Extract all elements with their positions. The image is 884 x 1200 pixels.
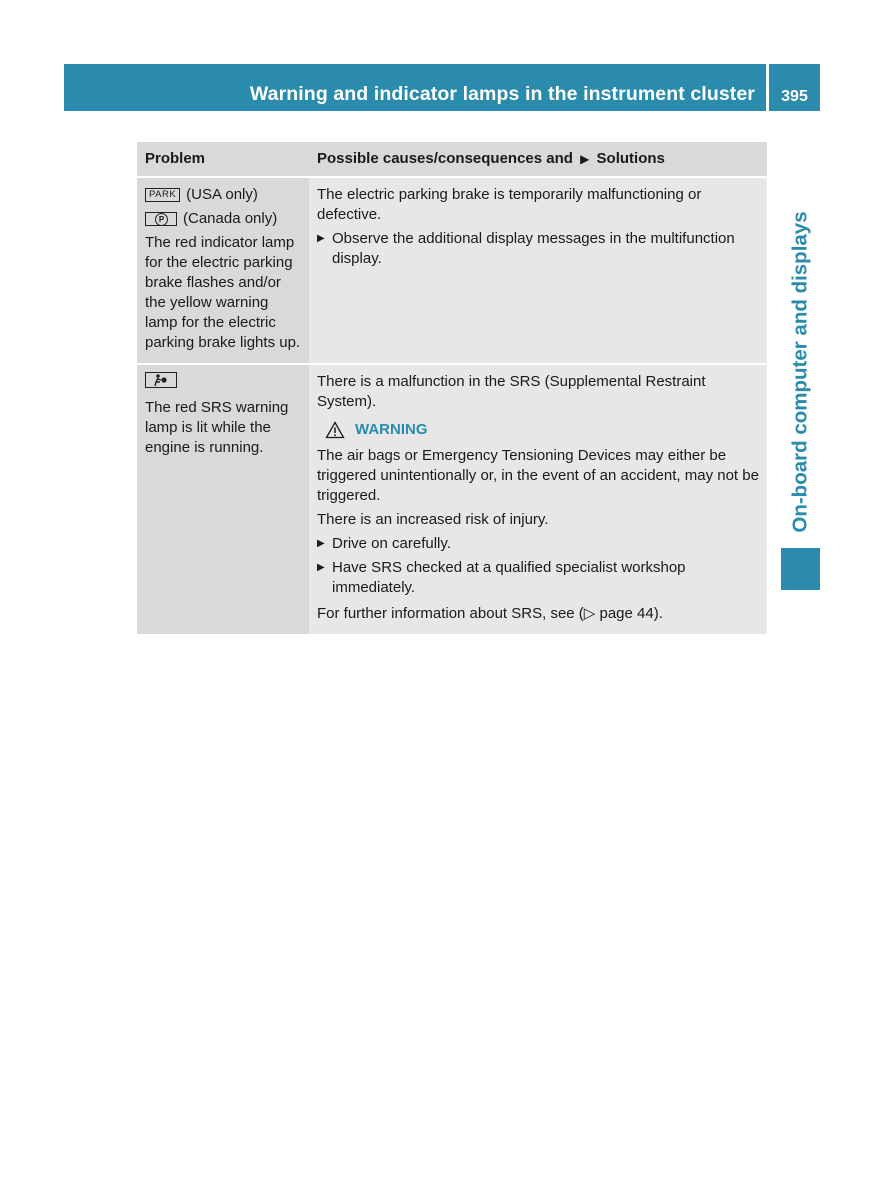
solution-item — [317, 558, 760, 598]
warning-lamps-table — [137, 142, 767, 634]
side-tab — [781, 200, 820, 544]
bullet-triangle-icon: ▶ — [317, 233, 325, 244]
solution-item — [317, 229, 760, 269]
cause-text: The electric parking brake is temporarily malfunctioning or defective. — [317, 186, 702, 223]
page-number: 395 — [769, 64, 820, 111]
problem-cell — [137, 364, 309, 634]
problem-text: The red indicator lamp for the electric parking brake flashes and/or the yellow warning lamp for the electric parking brake lights up. — [145, 234, 301, 351]
bullet-triangle-icon: ▶ — [317, 562, 325, 573]
lamp-usa — [145, 185, 302, 205]
table-row — [137, 364, 767, 634]
problem-cell — [137, 177, 309, 364]
risk-text: There is an increased risk of injury. — [317, 511, 549, 528]
header-bar — [64, 64, 766, 111]
lamp-canada — [145, 209, 302, 229]
page-title: Warning and indicator lamps in the instrument cluster — [249, 83, 755, 105]
table-row — [137, 177, 767, 364]
column-header-solutions-text: Solutions — [596, 150, 665, 167]
side-tab-label: On-board computer and displays — [788, 211, 812, 533]
cause-cell — [309, 364, 767, 634]
problem-text: The red SRS warning lamp is lit while the engine is running. — [145, 399, 289, 456]
parking-brake-icon: P — [145, 212, 177, 226]
warning-text: The air bags or Emergency Tensioning Devices may either be triggered unintentionally or, in the event of an accident, may not be triggered. — [317, 447, 759, 504]
cause-text: There is a malfunction in the SRS (Supplemental Restraint System). — [317, 373, 706, 410]
bullet-triangle-icon: ▶ — [580, 152, 590, 166]
column-header-causes — [309, 142, 767, 177]
column-header-causes-text: Possible causes/consequences and — [317, 150, 573, 167]
further-info-text[interactable]: For further information about SRS, see (▷ page 44). — [317, 605, 663, 622]
warning-label: WARNING — [355, 421, 428, 438]
solution-text: Observe the additional display messages in the multifunction display. — [332, 230, 735, 267]
warning-triangle-icon — [325, 421, 345, 439]
side-tab-marker — [781, 548, 820, 590]
bullet-triangle-icon: ▶ — [317, 538, 325, 549]
lamp-canada-label: (Canada only) — [183, 210, 278, 227]
park-icon: PARK — [145, 188, 180, 202]
warning-heading — [325, 420, 760, 440]
solution-item — [317, 534, 760, 554]
solution-text: Have SRS checked at a qualified specialist workshop immediately. — [332, 559, 686, 596]
column-header-problem: Problem — [137, 142, 309, 177]
solution-text: Drive on carefully. — [332, 535, 451, 552]
lamp-usa-label: (USA only) — [186, 186, 258, 203]
cause-cell — [309, 177, 767, 364]
table-header-row — [137, 142, 767, 177]
srs-airbag-icon — [145, 372, 177, 388]
